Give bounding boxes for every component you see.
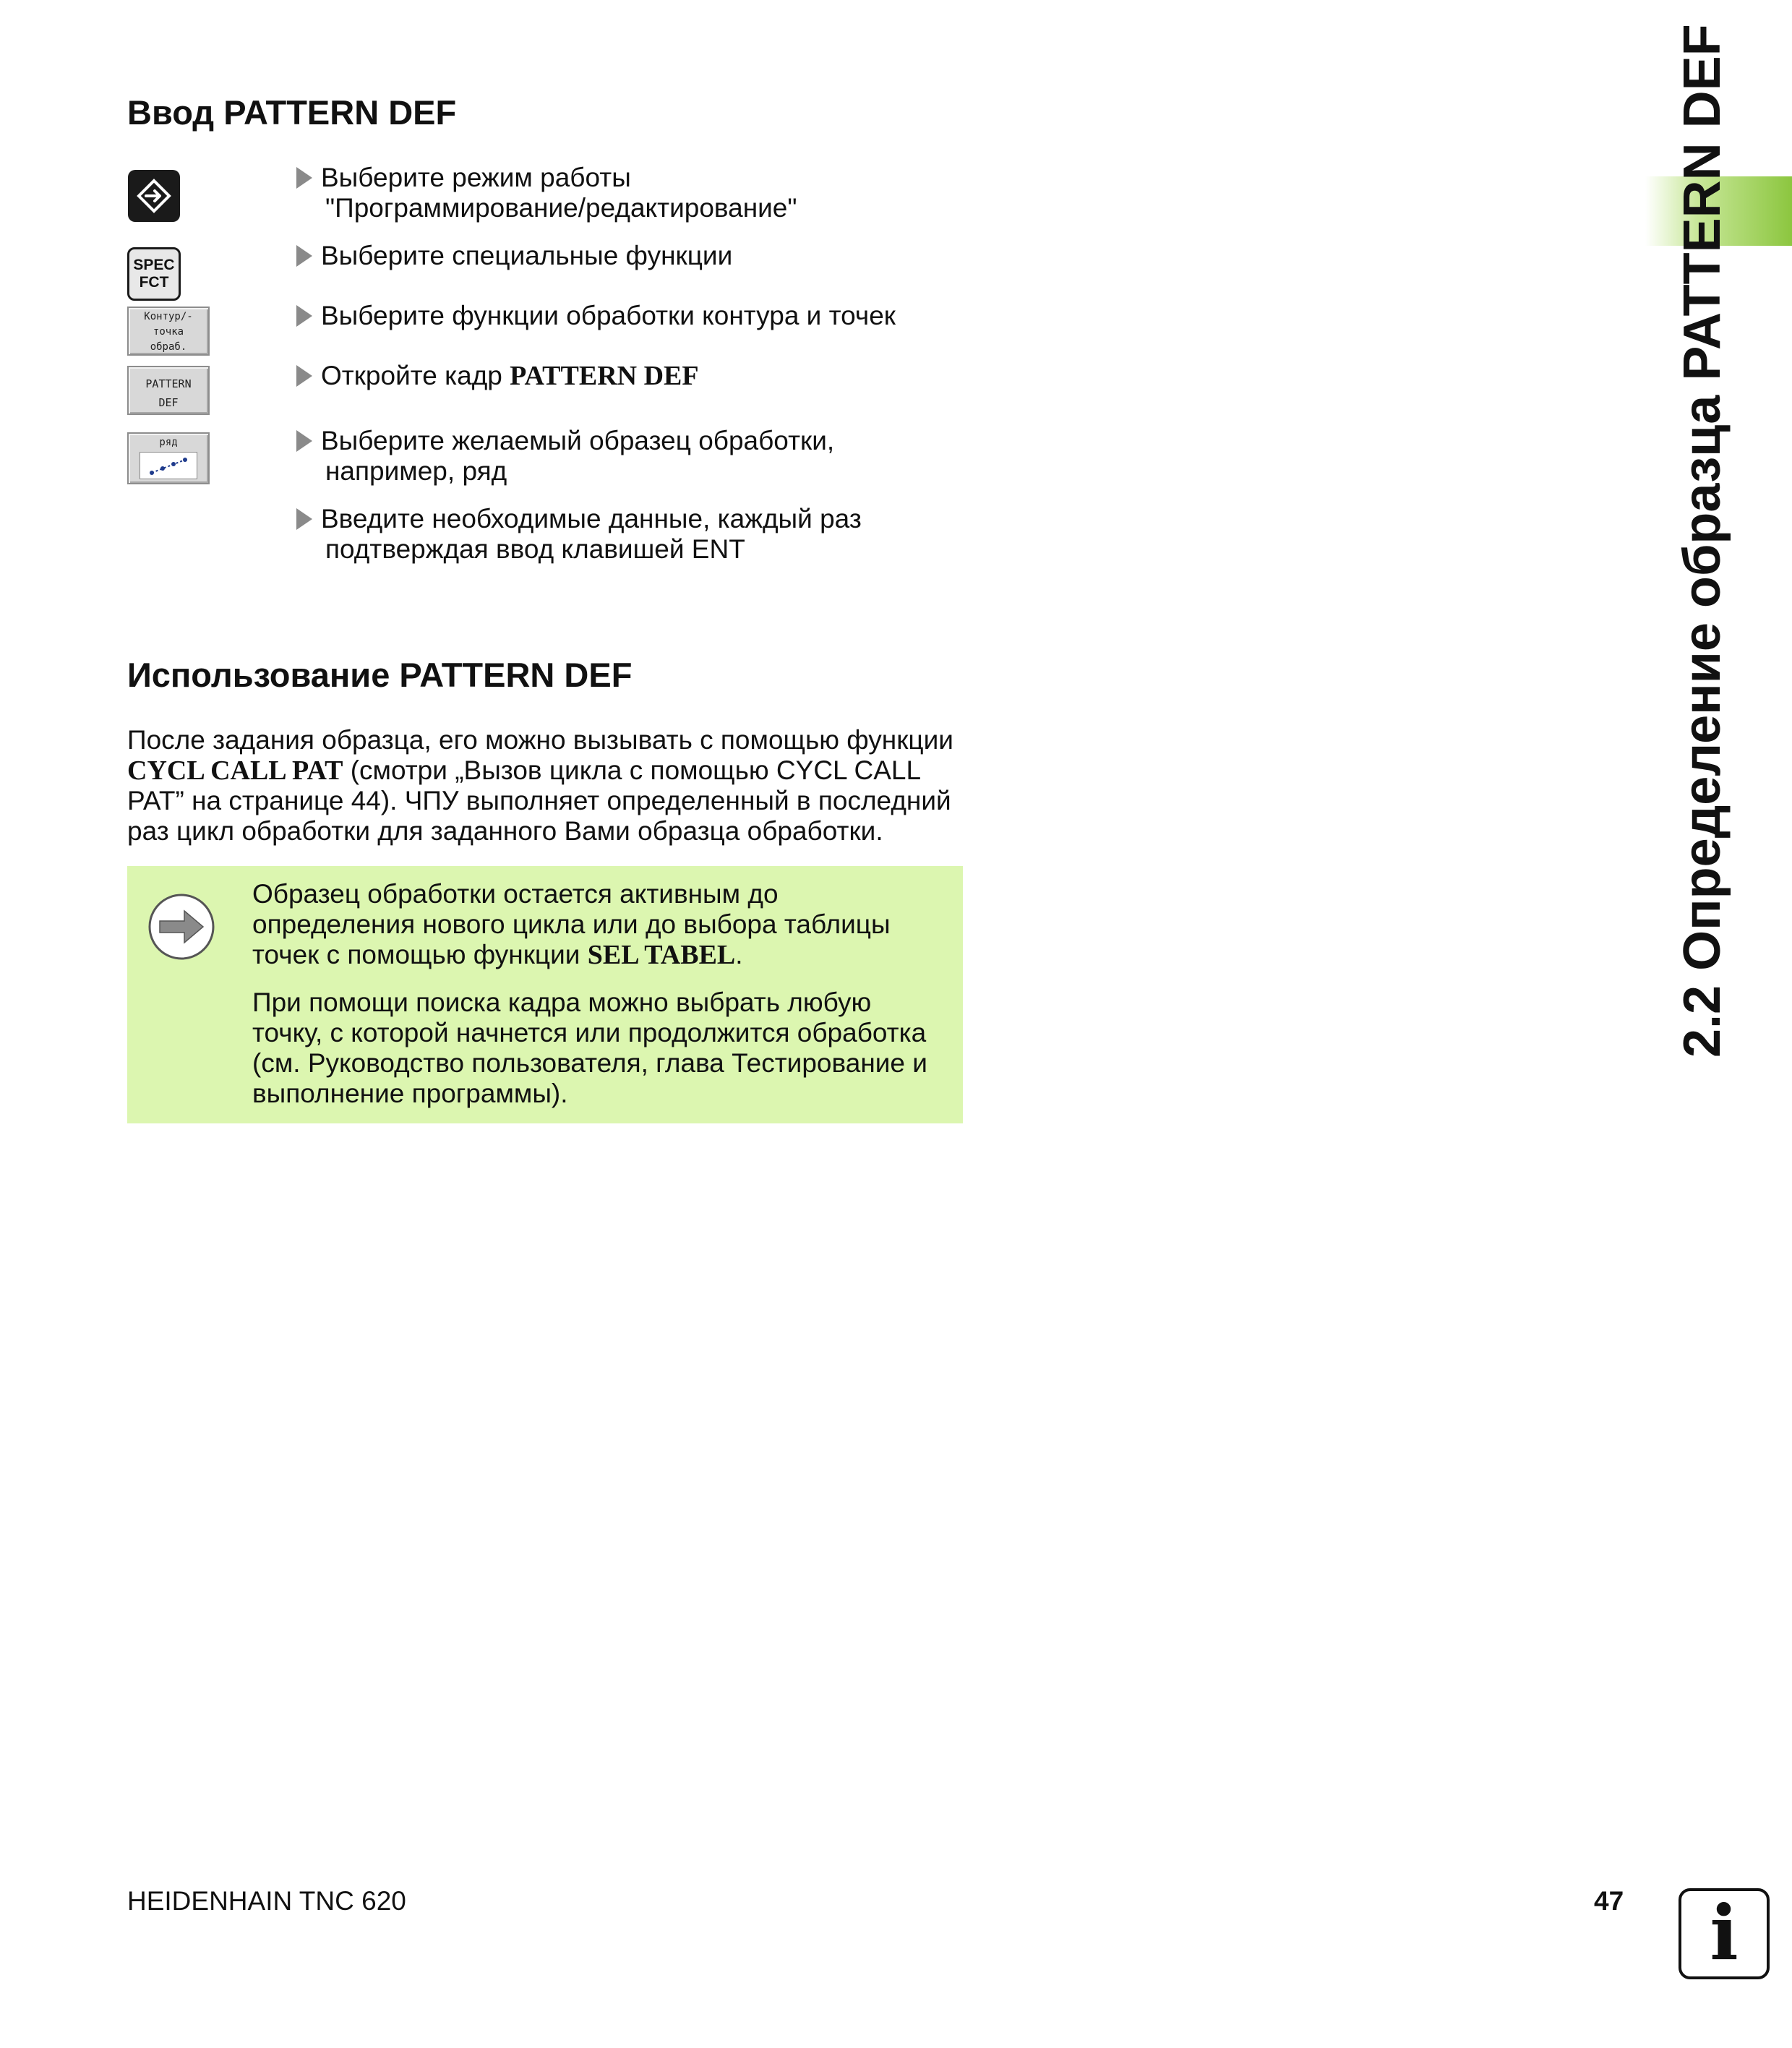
step-1 <box>296 163 972 223</box>
step-2-line-1: Выберите специальные функции <box>321 241 733 270</box>
step-3-line-1: Выберите функции обработки контура и точек <box>321 301 896 330</box>
step-5-line-2: например, ряд <box>325 456 507 486</box>
note-p1-line-1: Образец обработки остается активным до <box>252 879 779 909</box>
note-p2-line-1: При помощи поиска кадра можно выбрать любую <box>252 987 872 1017</box>
step-4-bold: PATTERN DEF <box>510 361 699 391</box>
info-icon-glyph: i <box>1710 1888 1739 1977</box>
note-p2-line-2: точку, с которой начнется или продолжится обработка <box>252 1018 927 1047</box>
note-paragraph-2 <box>252 987 927 1109</box>
bullet-triangle-icon <box>296 508 312 530</box>
chapter-sidebar-title: 2.2 Определение образца PATTERN DEF <box>1673 24 1731 1058</box>
step-1-line-2: "Программирование/редактирование" <box>325 193 797 223</box>
contour-point-softkey-line3: обраб. <box>150 341 187 353</box>
spec-fct-key-line2: FCT <box>139 274 169 291</box>
usage-line-4: раз цикл обработки для заданного Вами образца обработки. <box>127 816 883 846</box>
usage-line-2-rest: (смотри „Вызов цикла с помощью CYCL CALL <box>343 755 922 785</box>
page-number: 47 <box>1594 1886 1624 1916</box>
usage-line-3: PAT” на странице 44). ЧПУ выполняет определенный в последний <box>127 786 951 815</box>
contour-point-softkey-line1: Контур/- <box>144 311 193 322</box>
step-4-prefix: Откройте кадр <box>321 361 510 390</box>
usage-bold-cycl-call-pat: CYCL CALL PAT <box>127 755 343 786</box>
pattern-def-softkey-line2: DEF <box>158 396 179 409</box>
row-pattern-softkey-label: ряд <box>159 437 178 448</box>
step-6-line-2: подтверждая ввод клавишей ENT <box>325 534 745 564</box>
note-p2-line-4: выполнение программы). <box>252 1079 568 1108</box>
info-icon <box>1679 1888 1770 1979</box>
note-p1-line-2: определения нового цикла или до выбора таблицы <box>252 909 891 939</box>
usage-paragraph <box>127 725 953 847</box>
bullet-triangle-icon <box>296 305 312 327</box>
usage-line-1: После задания образца, его можно вызывать с помощью функции <box>127 725 953 755</box>
bullet-triangle-icon <box>296 365 312 387</box>
bullet-triangle-icon <box>296 430 312 452</box>
pattern-def-softkey <box>127 366 210 415</box>
step-1-line-1: Выберите режим работы <box>321 163 631 192</box>
bullet-triangle-icon <box>296 167 312 189</box>
step-5 <box>296 426 972 487</box>
contour-point-softkey <box>127 307 210 356</box>
row-pattern-softkey <box>127 432 210 484</box>
step-2 <box>296 241 972 271</box>
bullet-triangle-icon <box>296 245 312 267</box>
note-paragraph-1 <box>252 879 891 970</box>
step-5-line-1: Выберите желаемый образец обработки, <box>321 426 835 455</box>
step-6 <box>296 504 972 565</box>
programming-mode-key-icon <box>127 169 181 223</box>
spec-fct-key-line1: SPEC <box>133 257 175 273</box>
step-3 <box>296 301 972 331</box>
spec-fct-key <box>127 247 181 301</box>
contour-point-softkey-line2: точка <box>153 326 184 338</box>
note-p1-line-3-pre: точек с помощью функции <box>252 940 588 969</box>
note-bold-sel-tabel: SEL TABEL <box>587 940 736 970</box>
step-6-line-1: Введите необходимые данные, каждый раз <box>321 504 862 534</box>
section-title-usage: Использование PATTERN DEF <box>127 656 633 694</box>
note-p1-line-3-post: . <box>735 940 743 969</box>
arrow-right-note-icon <box>147 892 216 961</box>
note-box <box>127 866 963 1123</box>
row-pattern-icon <box>140 452 197 479</box>
note-p2-line-3: (см. Руководство пользователя, глава Тестирование и <box>252 1048 927 1078</box>
pattern-def-softkey-line1: PATTERN <box>145 377 192 390</box>
step-4 <box>296 361 972 391</box>
footer-product: HEIDENHAIN TNC 620 <box>127 1886 406 1916</box>
section-title-input: Ввод PATTERN DEF <box>127 93 457 132</box>
